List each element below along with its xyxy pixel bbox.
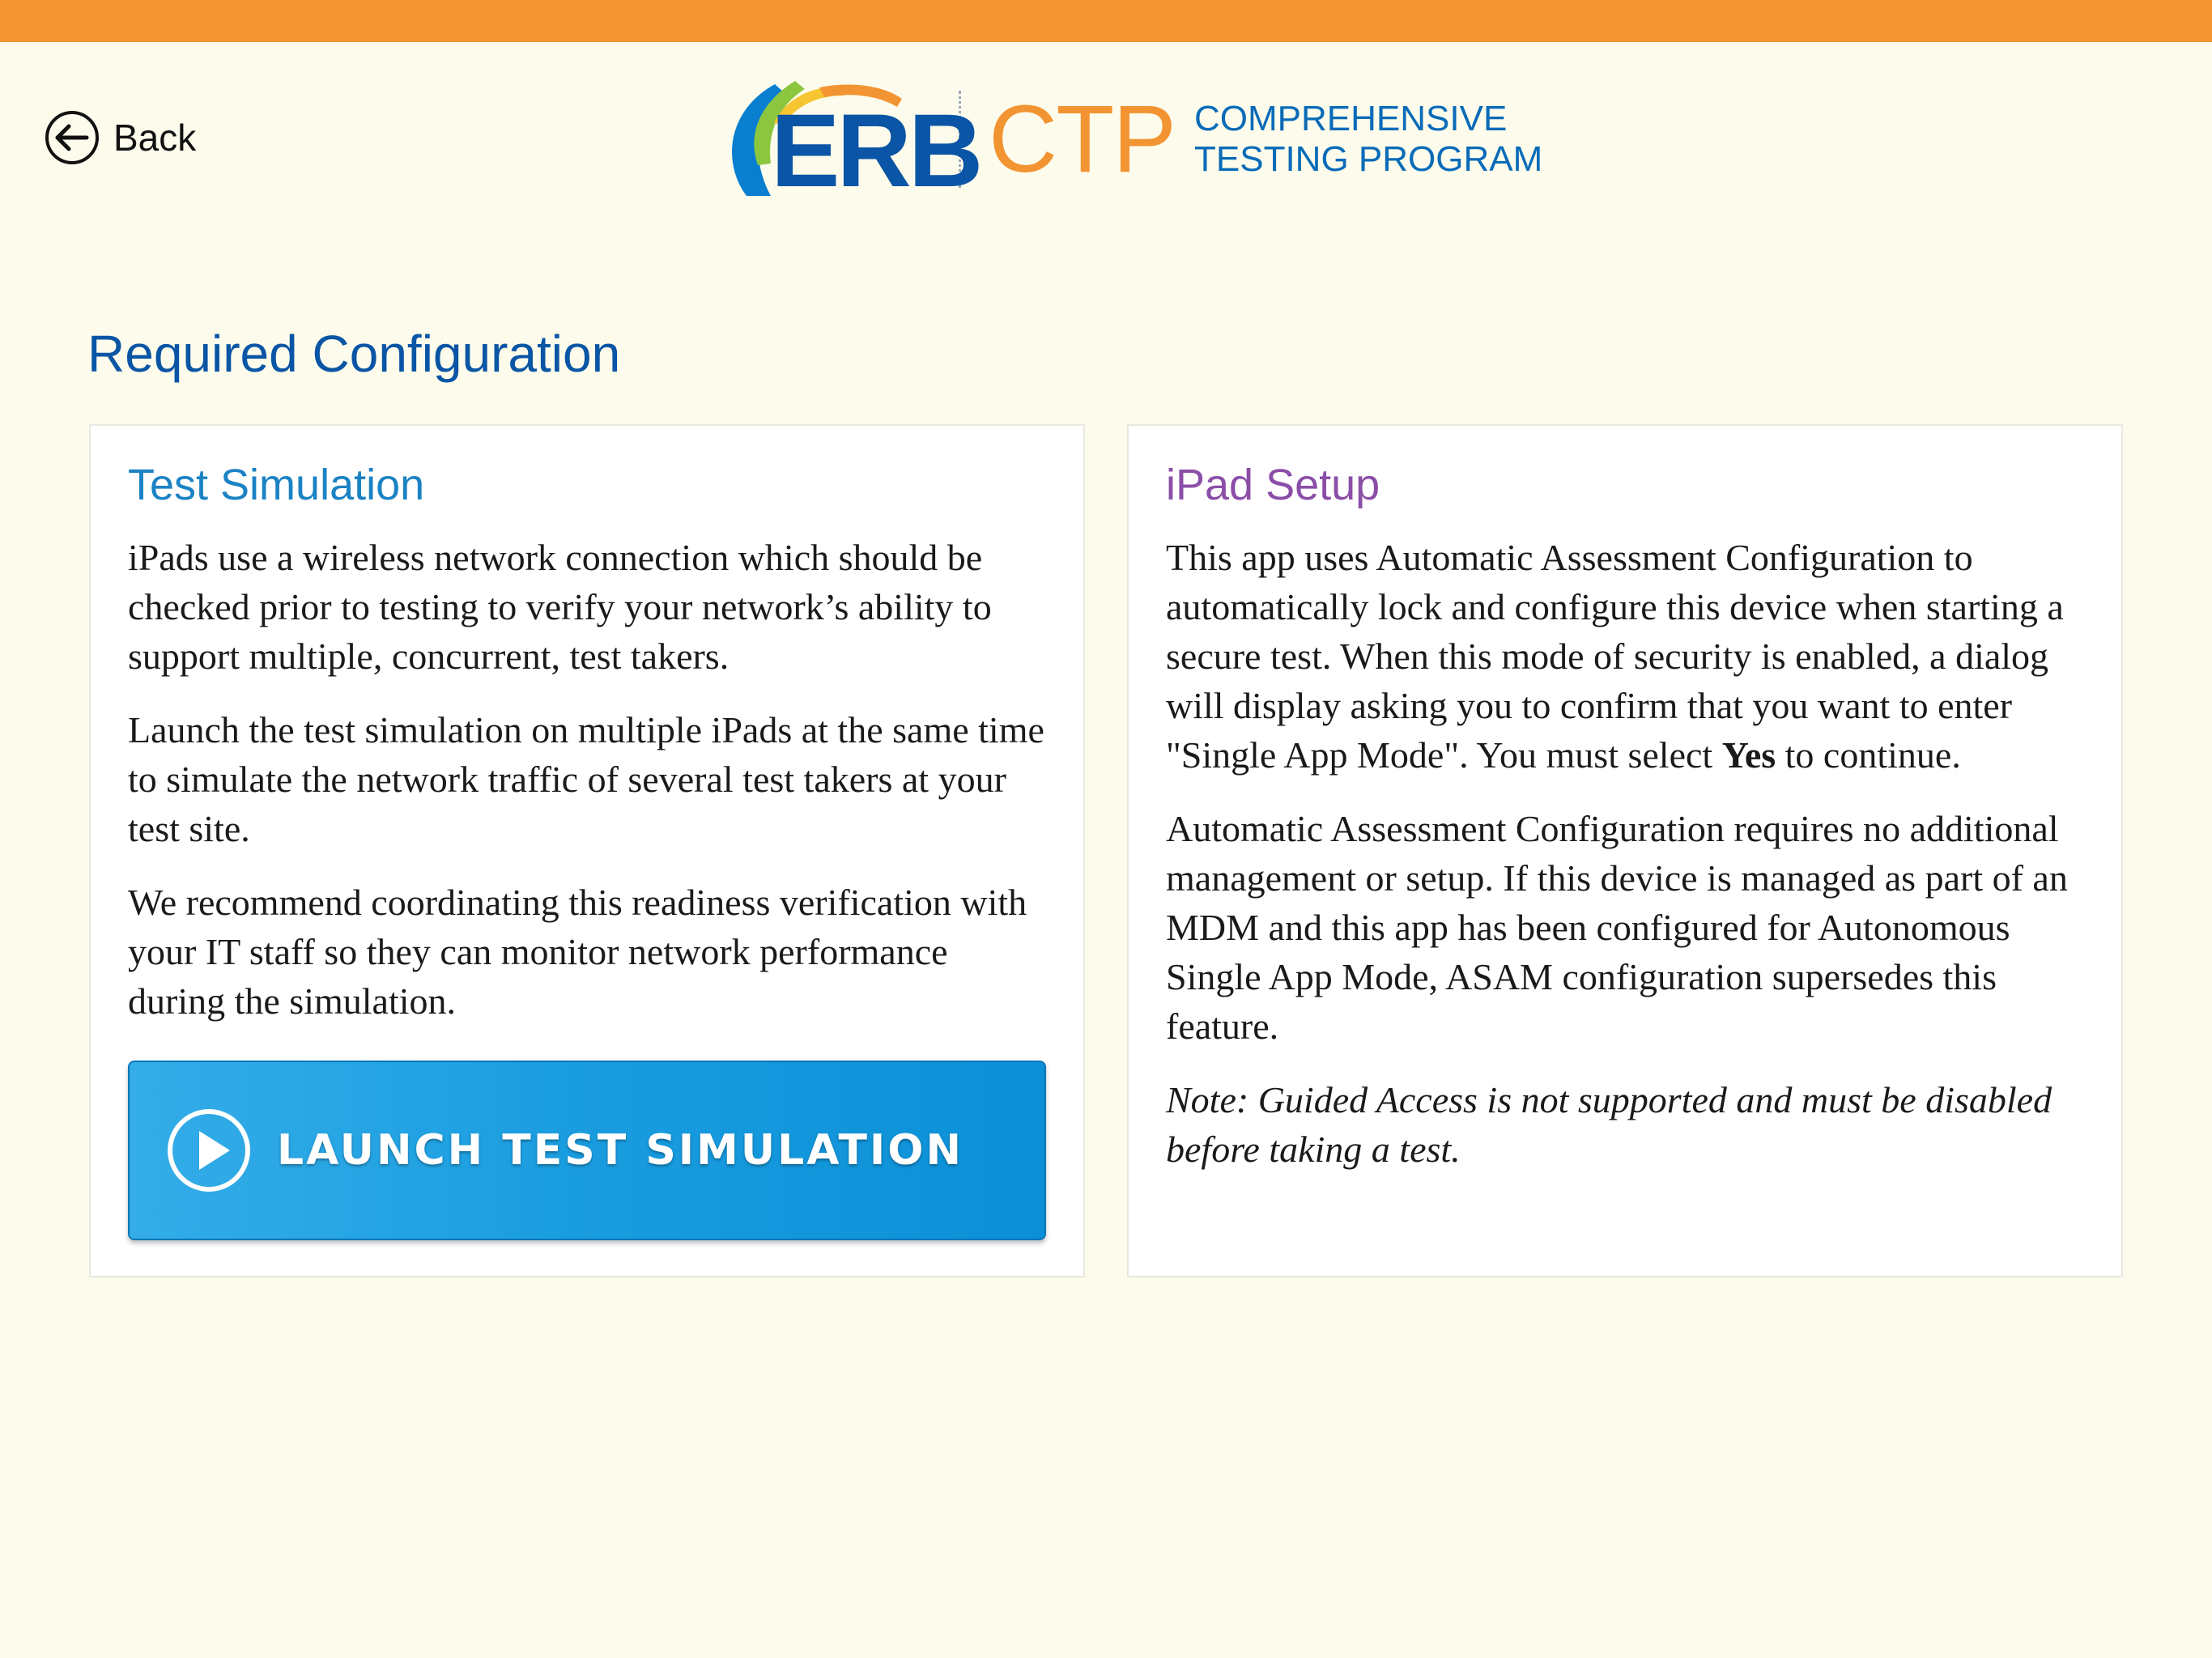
erb-text: ERB — [771, 93, 981, 209]
page-title: Required Configuration — [87, 325, 621, 383]
test-simulation-card — [89, 424, 1085, 1278]
ipad-setup-paragraph-1 — [1166, 533, 2084, 780]
erb-ctp-logo — [690, 74, 1543, 209]
back-label: Back — [113, 117, 197, 159]
ctp-subtitle-line1: COMPREHENSIVE — [1194, 99, 1508, 138]
ctp-subtitle — [1194, 99, 1542, 180]
erb-logo-mark — [690, 74, 981, 209]
test-simulation-paragraph-2: Launch the test simulation on multiple iPads at the same time to simulate the network traffic of several test takers at your test site. — [128, 709, 1044, 849]
test-simulation-paragraph-1: iPads use a wireless network connection which should be checked prior to testing to verify your network’s ability to support multiple, concurrent, test takers. — [128, 537, 992, 677]
ctp-subtitle-line2: TESTING PROGRAM — [1194, 139, 1543, 179]
ipad-setup-p1-tail: to continue. — [1776, 734, 1961, 776]
test-simulation-heading: Test Simulation — [128, 461, 425, 509]
ctp-text: CTP — [989, 86, 1175, 193]
top-accent-bar — [0, 0, 2212, 42]
launch-test-simulation-button[interactable] — [128, 1061, 1046, 1240]
back-button[interactable] — [44, 109, 196, 166]
ipad-setup-p1-text: This app uses Automatic Assessment Configuration to automatically lock and configure this device when starting a secure test. When this mode of security is enabled, a dialog will display asking you to confirm that you want to enter "Single App Mode". You must select — [1166, 537, 2064, 776]
ipad-setup-card — [1127, 424, 2123, 1278]
play-circle-icon — [165, 1107, 253, 1194]
ipad-setup-paragraph-2: Automatic Assessment Configuration requires no additional management or setup. If this device is managed as part of an MDM and this app has been configured for Autonomous Single App Mode, ASAM configuration supersedes this feature. — [1166, 808, 2068, 1047]
ipad-setup-heading: iPad Setup — [1166, 461, 1380, 509]
back-arrow-circle-icon — [44, 109, 100, 166]
test-simulation-paragraph-3: We recommend coordinating this readiness verification with your IT staff so they can monitor network performance during the simulation. — [128, 882, 1027, 1022]
launch-button-label: LAUNCH TEST SIMULATION — [277, 1126, 963, 1175]
ipad-setup-p1-yes: Yes — [1721, 734, 1776, 776]
ipad-setup-note: Note: Guided Access is not supported and must be disabled before taking a test. — [1166, 1079, 2052, 1170]
